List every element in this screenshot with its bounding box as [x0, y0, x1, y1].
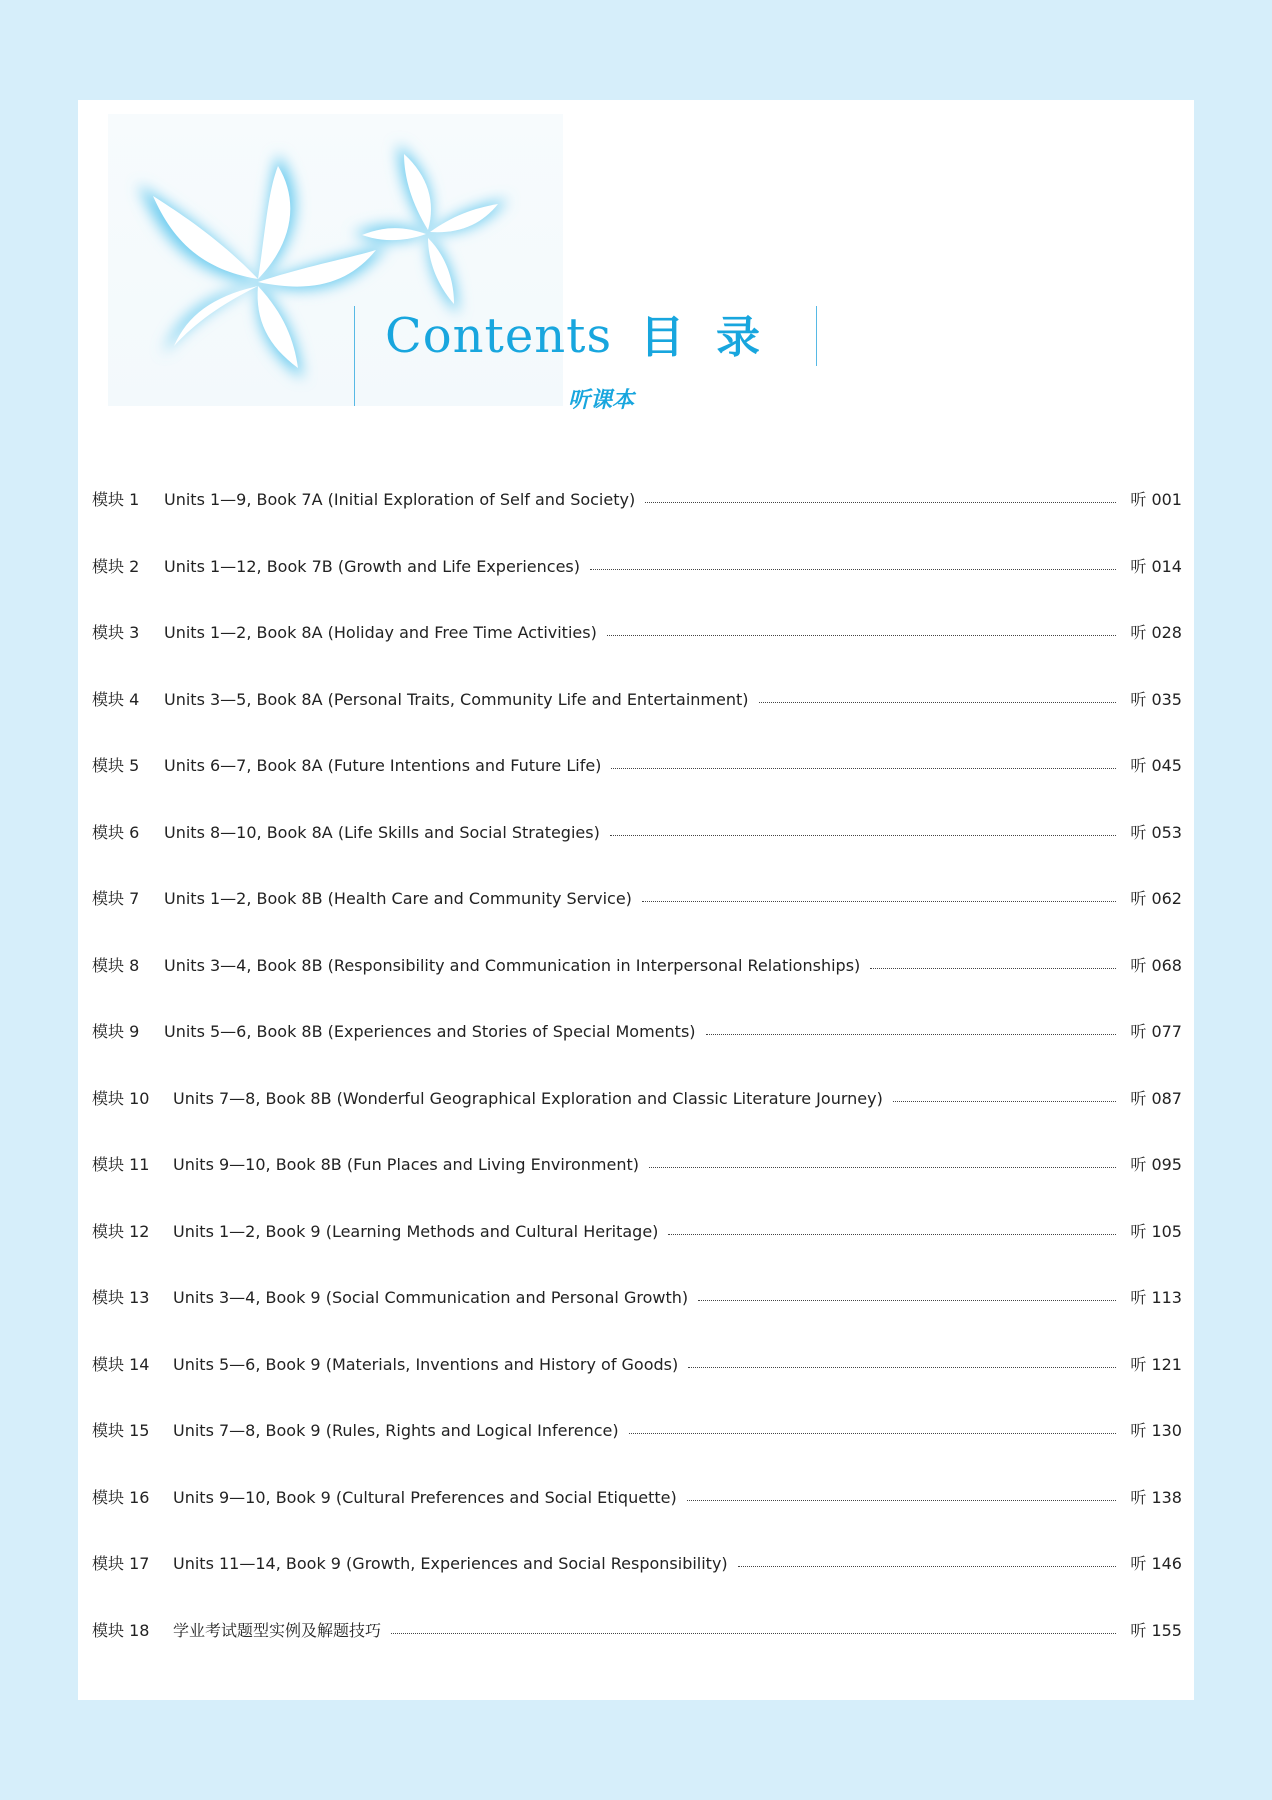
entry-title: Units 1—2, Book 8A (Holiday and Free Time Activities) [164, 623, 597, 642]
contents-page [78, 100, 1194, 1700]
toc-entry-4[interactable] [92, 690, 1182, 757]
toc-entry-9[interactable] [92, 1022, 1182, 1089]
page-number: 听 014 [1130, 556, 1182, 576]
module-label: 模块 11 [92, 1155, 150, 1174]
title-rule-left [354, 306, 355, 406]
dot-leader [610, 823, 1116, 836]
toc-entry-18[interactable] [92, 1621, 1182, 1688]
dot-leader [759, 690, 1116, 703]
entry-title: Units 8—10, Book 8A (Life Skills and Social Strategies) [164, 822, 600, 842]
dot-leader [590, 557, 1116, 570]
page-number: 听 087 [1130, 1088, 1182, 1108]
entry-title: Units 7—8, Book 8B (Wonderful Geographical Exploration and Classic Literature Journey) [173, 1088, 883, 1108]
entry-title: Units 3—4, Book 8B (Responsibility and Communication in Interpersonal Relationships) [164, 955, 861, 975]
module-label: 模块 12 [92, 1221, 150, 1241]
page-number: 听 146 [1130, 1554, 1182, 1573]
entry-title: Units 6—7, Book 8A (Future Intentions and Future Life) [164, 756, 602, 775]
module-label: 模块 2 [92, 556, 140, 576]
module-label: 模块 10 [92, 1088, 150, 1108]
page-number: 听 138 [1130, 1487, 1182, 1507]
page-number: 听 113 [1130, 1288, 1182, 1307]
page-title-chinese: 目录 [640, 312, 792, 363]
dot-leader [738, 1554, 1116, 1567]
toc-entry-14[interactable] [92, 1355, 1182, 1422]
dot-leader [629, 1421, 1116, 1434]
module-label: 模块 1 [92, 490, 140, 509]
entry-title: Units 1—2, Book 8B (Health Care and Community Service) [164, 889, 632, 908]
dot-leader [706, 1022, 1116, 1035]
module-label: 模块 16 [92, 1487, 150, 1507]
entry-title: Units 3—4, Book 9 (Social Communication and Personal Growth) [173, 1288, 689, 1307]
page-number: 听 105 [1130, 1221, 1182, 1241]
toc-entry-3[interactable] [92, 623, 1182, 690]
toc-entry-1[interactable] [92, 490, 1182, 557]
toc-entry-13[interactable] [92, 1288, 1182, 1355]
entry-title: Units 3—5, Book 8A (Personal Traits, Community Life and Entertainment) [164, 689, 749, 709]
toc-entry-10[interactable] [92, 1089, 1182, 1156]
entry-title: Units 5—6, Book 8B (Experiences and Stories of Special Moments) [164, 1022, 696, 1041]
entry-title: Units 9—10, Book 8B (Fun Places and Living Environment) [173, 1155, 639, 1174]
dot-leader [607, 623, 1116, 636]
page-number: 听 130 [1130, 1421, 1182, 1440]
table-of-contents [92, 490, 1182, 1687]
module-label: 模块 6 [92, 822, 140, 842]
page-number: 听 121 [1130, 1354, 1182, 1374]
toc-entry-16[interactable] [92, 1488, 1182, 1555]
page-number: 听 045 [1130, 756, 1182, 775]
page-number: 听 068 [1130, 955, 1182, 975]
entry-title: Units 1—9, Book 7A (Initial Exploration of Self and Society) [164, 490, 636, 509]
page-title-english: Contents [385, 308, 613, 364]
dot-leader [893, 1089, 1116, 1102]
entry-title: Units 11—14, Book 9 (Growth, Experiences and Social Responsibility) [173, 1554, 728, 1573]
dot-leader [611, 756, 1116, 769]
dot-leader [642, 889, 1116, 902]
dot-leader [645, 490, 1116, 503]
dot-leader [870, 956, 1116, 969]
entry-title: Units 7—8, Book 9 (Rules, Rights and Logical Inference) [173, 1421, 619, 1440]
toc-entry-8[interactable] [92, 956, 1182, 1023]
module-label: 模块 8 [92, 955, 140, 975]
module-label: 模块 4 [92, 689, 140, 709]
entry-title: 学业考试题型实例及解题技巧 [173, 1620, 382, 1640]
toc-entry-7[interactable] [92, 889, 1182, 956]
module-label: 模块 9 [92, 1022, 140, 1041]
dot-leader [698, 1288, 1116, 1301]
toc-entry-11[interactable] [92, 1155, 1182, 1222]
dot-leader [391, 1621, 1116, 1634]
dot-leader [688, 1355, 1116, 1368]
entry-title: Units 1—12, Book 7B (Growth and Life Experiences) [164, 556, 581, 576]
page-number: 听 028 [1130, 623, 1182, 642]
entry-title: Units 9—10, Book 9 (Cultural Preferences and Social Etiquette) [173, 1487, 677, 1507]
toc-entry-5[interactable] [92, 756, 1182, 823]
toc-entry-2[interactable] [92, 557, 1182, 624]
module-label: 模块 3 [92, 623, 140, 642]
module-label: 模块 18 [92, 1620, 150, 1640]
page-number: 听 035 [1130, 689, 1182, 709]
page-number: 听 155 [1130, 1620, 1182, 1640]
module-label: 模块 13 [92, 1288, 150, 1307]
dot-leader [687, 1488, 1116, 1501]
toc-entry-6[interactable] [92, 823, 1182, 890]
page-number: 听 077 [1130, 1022, 1182, 1041]
toc-entry-12[interactable] [92, 1222, 1182, 1289]
entry-title: Units 5—6, Book 9 (Materials, Inventions and History of Goods) [173, 1354, 679, 1374]
toc-entry-17[interactable] [92, 1554, 1182, 1621]
page-subtitle: 听课本 [568, 388, 635, 413]
entry-title: Units 1—2, Book 9 (Learning Methods and Cultural Heritage) [173, 1221, 659, 1241]
page-number: 听 053 [1130, 822, 1182, 842]
toc-entry-15[interactable] [92, 1421, 1182, 1488]
module-label: 模块 7 [92, 889, 140, 908]
module-label: 模块 14 [92, 1354, 150, 1374]
page-number: 听 062 [1130, 889, 1182, 908]
module-label: 模块 5 [92, 756, 140, 775]
module-label: 模块 15 [92, 1421, 150, 1440]
page-number: 听 095 [1130, 1155, 1182, 1174]
dot-leader [649, 1155, 1116, 1168]
title-rule-right [816, 306, 817, 366]
module-label: 模块 17 [92, 1554, 150, 1573]
dot-leader [668, 1222, 1116, 1235]
page-number: 听 001 [1130, 490, 1182, 509]
